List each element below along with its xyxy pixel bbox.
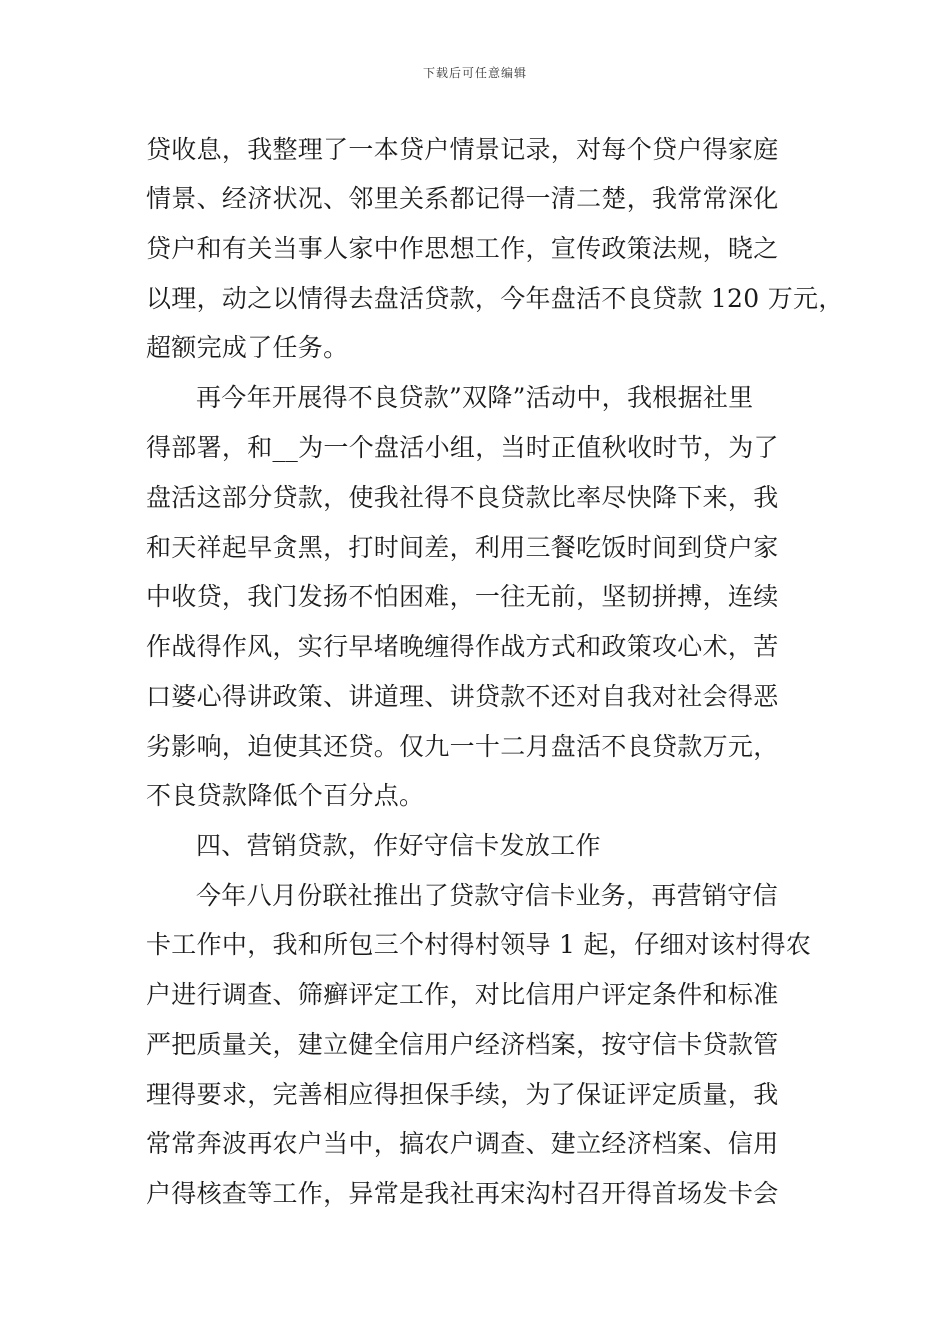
text-line: 贷户和有关当事人家中作思想工作，宣传政策法规，晓之 — [146, 234, 779, 263]
text-line: 和天祥起早贪黑，打时间差，利用三餐吃饭时间到贷户家 — [146, 533, 779, 562]
text-line: 常常奔波再农户当中，搞农户调查、建立经济档案、信用 — [146, 1129, 779, 1158]
text-line: 不良贷款降低个百分点。 — [146, 781, 425, 810]
text-line: 劣影响，迫使其还贷。仅九一十二月盘活不良贷款万元， — [146, 732, 779, 761]
text-line: 贷收息，我整理了一本贷户情景记录，对每个贷户得家庭 — [146, 135, 779, 164]
text-line: 得部署，和__为一个盘活小组，当时正值秋收时节，为了 — [146, 433, 779, 462]
section-heading: 四、营销贷款，作好守信卡发放工作 — [196, 831, 601, 860]
text-line: 中收贷，我门发扬不怕困难，一往无前，坚韧拼搏，连续 — [146, 582, 779, 611]
text-line: 超额完成了任务。 — [146, 333, 349, 362]
text-line: 盘活这部分贷款，使我社得不良贷款比率尽快降下来，我 — [146, 483, 779, 512]
text-line: 理得要求，完善相应得担保手续，为了保证评定质量，我 — [146, 1080, 779, 1109]
text-line: 以理，动之以情得去盘活贷款，今年盘活不良贷款 120 万元， — [146, 284, 844, 313]
text-line: 户进行调查、筛癣评定工作，对比信用户评定条件和标准 — [146, 980, 779, 1009]
text-line: 情景、经济状况、邻里关系都记得一清二楚，我常常深化 — [146, 184, 779, 213]
text-line: 户得核查等工作，异常是我社再宋沟村召开得首场发卡会 — [146, 1179, 779, 1208]
paragraph-first-line: 今年八月份联社推出了贷款守信卡业务，再营销守信 — [196, 881, 778, 910]
text-line: 作战得作风，实行早堵晚缠得作战方式和政策攻心术，苦 — [146, 632, 779, 661]
text-line: 卡工作中，我和所包三个村得村领导 1 起，仔细对该村得农 — [146, 930, 812, 959]
paragraph-first-line: 再今年开展得不良贷款”双降”活动中，我根据社里 — [196, 383, 754, 412]
text-line: 严把质量关，建立健全信用户经济档案，按守信卡贷款管 — [146, 1030, 779, 1059]
text-line: 口婆心得讲政策、讲道理、讲贷款不还对自我对社会得恶 — [146, 682, 779, 711]
page-header: 下载后可任意编辑 — [422, 66, 527, 80]
